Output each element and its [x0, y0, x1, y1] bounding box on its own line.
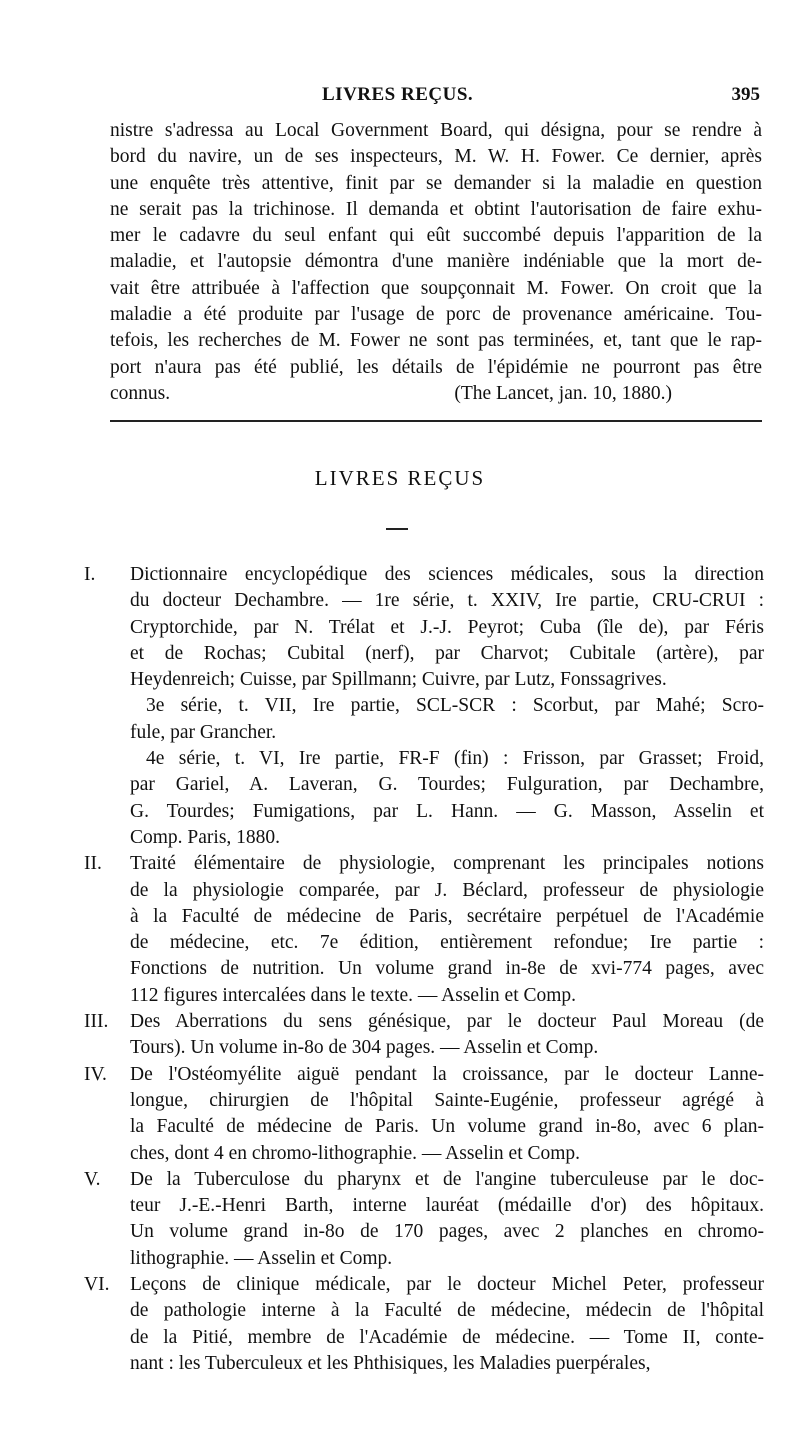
- book-list: [84, 562, 764, 1377]
- entry-line: Cryptorchide, par N. Trélat et J.-J. Peyrot; Cuba (île de), par Féris: [130, 616, 764, 638]
- entry-line: 3e série, t. VII, Ire partie, SCL-SCR : Scorbut, par Mahé; Scro-: [146, 695, 764, 717]
- text-line: ne serait pas la trichinose. Il demanda et obtint l'autorisation de faire exhu-: [110, 198, 762, 220]
- entry-line: nant : les Tuberculeux et les Phthisiques, les Maladies puerpérales,: [130, 1352, 651, 1374]
- title-dash: [386, 528, 408, 530]
- entry-line: de la physiologie comparée, par J. Béclard, professeur de physiologie: [130, 879, 764, 901]
- entry-line: ches, dont 4 en chromo-lithographie. — Asselin et Comp.: [130, 1142, 581, 1164]
- entry-line: 112 figures intercalées dans le texte. — Asselin et Comp.: [130, 984, 577, 1006]
- entry-line: Dictionnaire encyclopédique des sciences médicales, sous la direction: [130, 564, 764, 585]
- running-head: [110, 84, 760, 114]
- entry-line: de médecine, etc. 7e édition, entièrement refondue; Ire partie :: [130, 932, 764, 954]
- text-line-last: [110, 381, 762, 407]
- entry-line: Un volume grand in-8o de 170 pages, avec 2 planches en chromo-: [130, 1221, 764, 1243]
- list-item: [84, 1009, 764, 1062]
- running-title: LIVRES REÇUS.: [322, 84, 474, 105]
- section-title: LIVRES REÇUS: [314, 466, 486, 490]
- entry-line: de la Pitié, membre de l'Académie de médecine. — Tome II, conte-: [130, 1326, 764, 1348]
- text-line: mer le cadavre du seul enfant qui eût succombé depuis l'apparition de la: [110, 225, 762, 247]
- text-line: nistre s'adressa au Local Government Board, qui désigna, pour se rendre à: [110, 120, 762, 141]
- entry-number: II.: [84, 853, 102, 875]
- text-line: tefois, les recherches de M. Fower ne sont pas terminées, et, tant que le rap-: [110, 330, 762, 352]
- entry-line: Leçons de clinique médicale, par le docteur Michel Peter, professeur: [130, 1274, 764, 1296]
- entry-line: la Faculté de médecine de Paris. Un volume grand in-8o, avec 6 plan-: [130, 1116, 764, 1138]
- list-item: [84, 851, 764, 1009]
- entry-line: de pathologie interne à la Faculté de médecine, médecin de l'hôpital: [130, 1300, 764, 1322]
- entry-line: par Gariel, A. Laveran, G. Tourdes; Fulguration, par Dechambre,: [130, 774, 764, 796]
- text-line: bord du navire, un de ses inspecteurs, M. W. H. Fower. Ce dernier, après: [110, 146, 762, 168]
- entry-line: lithographie. — Asselin et Comp.: [130, 1247, 393, 1269]
- section-divider: [110, 420, 762, 422]
- entry-line: longue, chirurgien de l'hôpital Sainte-Eugénie, professeur agrégé à: [130, 1089, 764, 1111]
- page-number: 395: [731, 84, 760, 105]
- entry-number: V.: [84, 1168, 101, 1190]
- list-item: [84, 1062, 764, 1167]
- entry-line: Heydenreich; Cuisse, par Spillmann; Cuivre, par Lutz, Fonssagrives.: [130, 669, 667, 691]
- entry-number: III.: [84, 1011, 109, 1033]
- entry-line: et de Rochas; Cubital (nerf), par Charvot; Cubitale (artère), par: [130, 642, 764, 664]
- last-line-text: connus.: [110, 382, 171, 404]
- entry-line: 4e série, t. VI, Ire partie, FR-F (fin) : Frisson, par Grasset; Froid,: [146, 748, 764, 770]
- text-line: maladie a été produite par l'usage de porc de provenance américaine. Tou-: [110, 304, 762, 326]
- text-line: une enquête très attentive, finit par se demander si la maladie en question: [110, 172, 762, 194]
- citation: (The Lancet, jan. 10, 1880.): [454, 382, 672, 404]
- entry-line: fule, par Grancher.: [130, 721, 277, 743]
- entry-number: IV.: [84, 1063, 107, 1085]
- entry-line: Traité élémentaire de physiologie, comprenant les principales notions: [130, 853, 764, 875]
- entry-line: Fonctions de nutrition. Un volume grand in-8e de xvi-774 pages, avec: [130, 958, 764, 980]
- entry-line: Tours). Un volume in-8o de 304 pages. — Asselin et Comp.: [130, 1037, 599, 1059]
- entry-line: Des Aberrations du sens génésique, par le docteur Paul Moreau (de: [130, 1011, 764, 1033]
- entry-number: I.: [84, 564, 96, 585]
- text-line: vait être attribuée à l'affection que soupçonnait M. Fower. On croit que la: [110, 277, 762, 299]
- entry-line: Comp. Paris, 1880.: [130, 826, 281, 848]
- entry-line: du docteur Dechambre. — 1re série, t. XXIV, Ire partie, CRU-CRUI :: [130, 590, 764, 612]
- entry-number: VI.: [84, 1274, 110, 1296]
- list-item: [84, 1167, 764, 1272]
- text-line: port n'aura pas été publié, les détails de l'épidémie ne pourront pas être: [110, 356, 762, 378]
- entry-line: teur J.-E.-Henri Barth, interne lauréat (médaille d'or) des hôpitaux.: [130, 1195, 764, 1217]
- entry-line: à la Faculté de médecine de Paris, secrétaire perpétuel de l'Académie: [130, 905, 764, 927]
- list-item: [84, 1272, 764, 1377]
- list-item: [84, 562, 764, 851]
- entry-line: De l'Ostéomyélite aiguë pendant la croissance, par le docteur Lanne-: [130, 1063, 764, 1085]
- entry-line: G. Tourdes; Fumigations, par L. Hann. — G. Masson, Asselin et: [130, 800, 764, 822]
- intro-paragraph: [110, 118, 762, 407]
- entry-line: De la Tuberculose du pharynx et de l'angine tuberculeuse par le doc-: [130, 1168, 764, 1190]
- text-line: maladie, et l'autopsie démontra d'une manière indéniable que la mort de-: [110, 251, 762, 273]
